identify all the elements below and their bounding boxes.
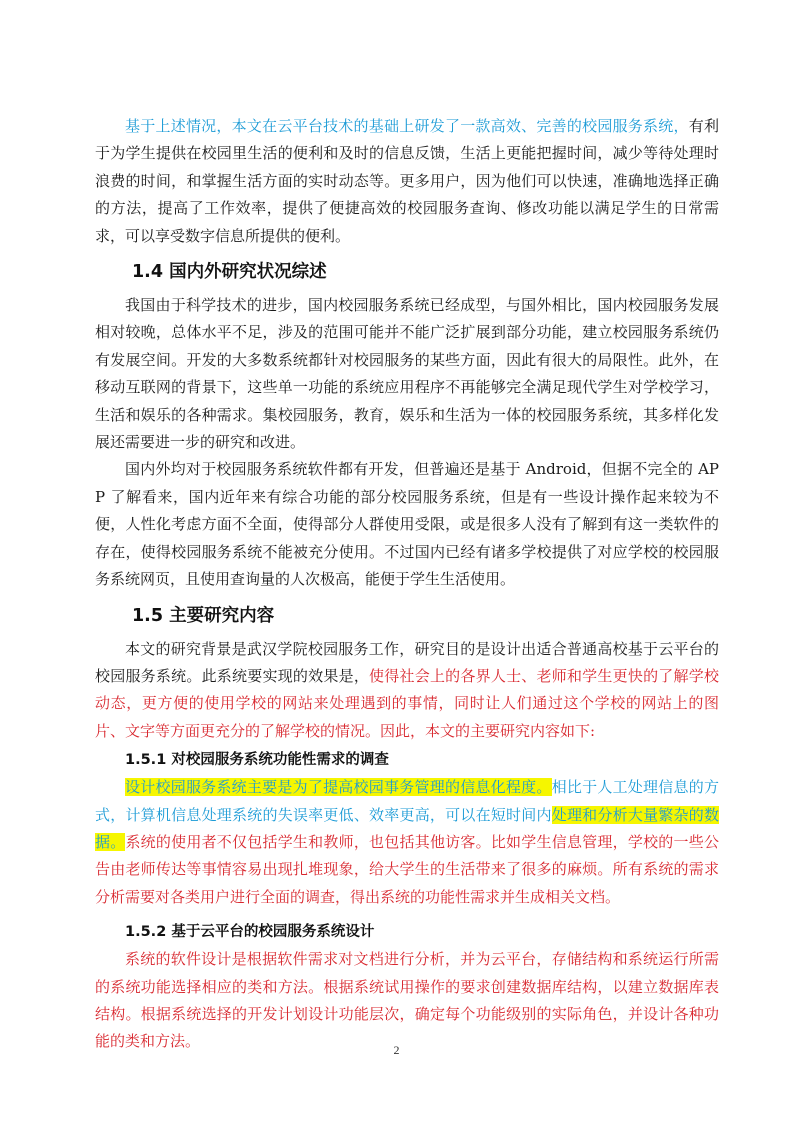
text-cyan: 相比于人工处理信息的方式，计算机信息处理系统的失误率更低、效率更高，可以在短时间内 [95, 778, 719, 824]
paragraph-domestic-foreign: 国内外均对于校园服务系统软件都有开发，但普遍还是基于 Android，但据不完全的 APP 了解看来，国内近年来有综合功能的部分校园服务系统，但是有一些设计操作起来较为不便，人性化考虑方面不全面，使得部分人群使用受限，或是很多人没有了解到有这一类软件的存在，使得校园服务系统不能被充分使用。不过国内已经有诸多学校提供了对应学校的校园服务系统网页，且使用查询量的人次极高，能便于学生生活使用。 [95, 460, 719, 589]
page-number: 2 [393, 1043, 400, 1057]
heading-1-5-1: 1.5.1 对校园服务系统功能性需求的调查 [125, 752, 389, 769]
paragraph-system-summary [95, 113, 719, 250]
text-highlight: 设计校园服务系统主要是为了提高校园事务管理的信息化程度。 [125, 778, 552, 797]
text-red: 系统的使用者不仅包括学生和教师，也包括其他访客。比如学生信息管理，学校的一些公告由老师传达等事情容易出现扎堆现象，给大学生的生活带来了很多的麻烦。所有系统的需求分析需要对各类用户进行全面的调查，得出系统的功能性需求并生成相关文档。 [95, 832, 719, 906]
text-red: 系统的软件设计是根据软件需求对文档进行分析，并为云平台，存储结构和系统运行所需的系统功能选择相应的类和方法。根据系统试用操作的要求创建数据库结构，以建立数据库表结构。根据系统选择的开发计划设计功能层次，确定每个功能级别的实际角色，并设计各种功能的类和方法。 [95, 950, 719, 1051]
text-black: 有利于为学生提供在校园里生活的便利和及时的信息反馈，生活上更能把握时间，减少等待处理时浪费的时间，和掌握生活方面的实时动态等。更多用户，因为他们可以快速，准确地选择正确的方法，提高了工作效率，提供了便捷高效的校园服务查询、修改功能以满足学生的日常需求，可以享受数字信息所提供的便利。 [95, 117, 719, 245]
paragraph-domestic-status: 我国由于科学技术的进步，国内校园服务系统已经成型，与国外相比，国内校园服务发展相对较晚，总体水平不足，涉及的范围可能并不能广泛扩展到部分功能，建立校园服务系统仍有发展空间。开发的大多数系统都针对校园服务的某些方面，因此有很大的局限性。此外，在移动互联网的背景下，这些单一功能的系统应用程序不再能够完全满足现代学生对学校学习，生活和娱乐的各种需求。集校园服务，教育，娱乐和生活为一体的校园服务系统，其多样化发展还需要进一步的研究和改进。 [95, 296, 719, 452]
heading-1-5-2: 1.5.2 基于云平台的校园服务系统设计 [125, 924, 375, 941]
document-body [95, 113, 719, 1056]
paragraph-requirements-survey [95, 774, 719, 911]
paragraph-research-background [95, 636, 719, 746]
text-red: 使得社会上的各界人士、老师和学生更快的了解学校动态，更方便的使用学校的网站来处理遇到的事情，同时让人们通过这个学校的网站上的图片、文字等方面更充分的了解学校的情况。因此，本文的主要研究内容如下: [95, 666, 719, 740]
text-black: 本文的研究背景是武汉学院校园服务工作，研究目的是设计出适合普通高校基于云平台的校园服务系统。此系统要实现的效果是， [95, 639, 719, 685]
text-cyan: 基于上述情况，本文在云平台技术的基础上研发了一款高效、完善的校园服务系统， [125, 117, 689, 135]
text-highlight: 处理和分析大量繁杂的数据。 [95, 805, 719, 851]
heading-1-5: 1.5 主要研究内容 [132, 605, 275, 626]
heading-1-4: 1.4 国内外研究状况综述 [132, 262, 327, 283]
paragraph-system-design [95, 946, 719, 1056]
